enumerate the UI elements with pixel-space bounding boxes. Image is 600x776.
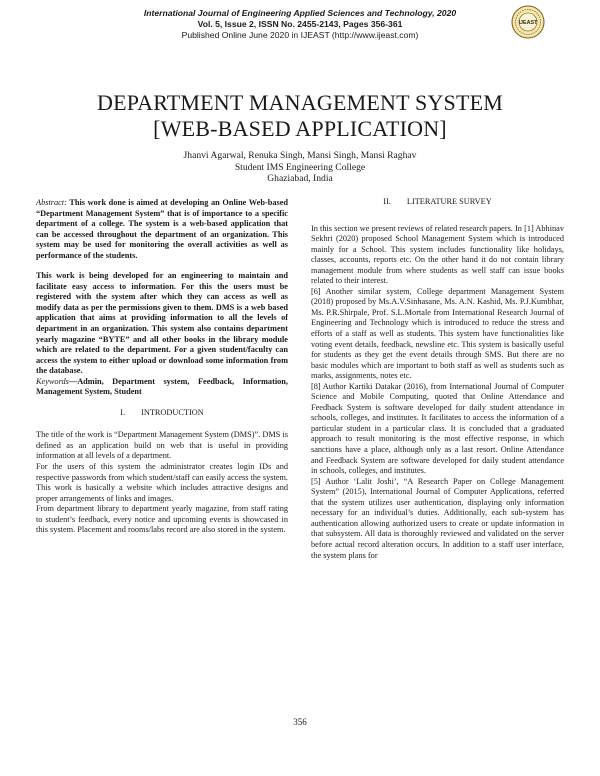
- journal-volume: Vol. 5, Issue 2, ISSN No. 2455-2143, Pages 356-361: [197, 19, 403, 29]
- abstract-text-1: This work done is aimed at developing an Online Web-based “Department Management System” that is of importance to a specific department of a college. The system is a web-based application that can be accessed throughout the department of an organization. This system may be used for monitoring the overall activities as well as performance of the students.: [36, 198, 288, 260]
- intro-para-1: The title of the work is “Department Management System (DMS)”. DMS is defined as an application build on web that is useful in providing information at all levels of a department.: [36, 430, 288, 461]
- journal-logo: [511, 5, 545, 39]
- journal-header: [0, 8, 600, 41]
- section-heading-introduction: [36, 408, 288, 419]
- lit-para-3: [5] Author ‘Lalit Joshi’, “A Research Paper on College Management System” (2015), International Journal of Computer Applications, referred that the system utilizes user authentication, displaying only information necessary for an individual’s duties. Additionally, each sub-system has authentication allowing authorized users to create or update information in that subsystem. All data is thoroughly reviewed and validated on the server before actual record alteration occurs. In addition to a staff user interface, the system plans for: [311, 476, 564, 560]
- section-heading-literature: [311, 197, 564, 208]
- author-institution: Student IMS Engineering College: [234, 161, 366, 173]
- logo-text: IJEAST: [518, 20, 538, 26]
- section-title: INTRODUCTION: [141, 407, 204, 417]
- abstract-para-2: This work is being developed for an engineering to maintain and facilitate easy access to information. For this the users must be registered with the system after which they can access as well as modify data as per the permissions given to them. DMS is a web based application that aims at providing information to all the levels of department in an organization. This system also contains department yearly magazine “BYTE” and all other books in the library module which are related to the department. For a given student/faculty can access the system to either upload or download some information from the database.: [36, 271, 288, 376]
- title-line-2: [WEB-BASED APPLICATION]: [153, 116, 447, 141]
- left-column: [36, 198, 288, 536]
- title-line-1: DEPARTMENT MANAGEMENT SYSTEM: [96, 90, 504, 115]
- right-column: [311, 197, 564, 561]
- intro-para-2: For the users of this system the administrator creates login IDs and respective passwords from which student/staff can easily access the system. This work is basically a website which includes attractive designs and proper arrangements of links and images.: [36, 462, 288, 503]
- section-number: II.: [383, 197, 391, 206]
- section-title: LITERATURE SURVEY: [406, 197, 492, 206]
- keywords-text: —Admin, Department system, Feedback, Information, Management System, Student: [36, 376, 288, 397]
- abstract-para-1: [36, 198, 288, 261]
- lit-para-0: In this section we present reviews of related research papers. In [1] Abhinav Sekhri (2020) proposed School Management System which is introduced mainly for a School. This system includes functionality like holidays, classes, accounts, reports etc. On the other hand it do not contain library management module from where students as well staff can issue books related to their interest.: [311, 223, 564, 286]
- section-number: I.: [120, 407, 126, 417]
- intro-para-3: From department library to department yearly magazine, from staff rating to student’s feedback, every notice and upcoming events is showcased in this system. Placement and rooms/labs record are also stored in the system.: [36, 504, 288, 535]
- journal-name: International Journal of Engineering Applied Sciences and Technology, 2020: [143, 8, 457, 18]
- page-number: 356: [293, 717, 307, 727]
- abstract-label: Abstract:: [36, 198, 67, 207]
- author-location: Ghaziabad, India: [267, 173, 333, 184]
- lit-para-2: [8] Author Kartiki Datakar (2016), from International Journal of Computer Science and Mobile Computing, quoted that Online Attendance and Feedback System is software developed for daily student attendance in schools, colleges, and institutes. It facilitates to access the information of a particular student in a particular class. It is concluded that a graduated approach to result monitoring is the most effective response, in which sanctions have a place, although only as a last resort. Online Attendance and Feedback System are software developed for daily student attendance in schools, colleges, and institutes.: [311, 381, 564, 476]
- paper-title: [0, 90, 600, 142]
- author-names: Jhanvi Agarwal, Renuka Singh, Mansi Singh, Mansi Raghav: [183, 150, 417, 161]
- journal-published: Published Online June 2020 in IJEAST (http://www.ijeast.com): [181, 30, 419, 40]
- keywords: [36, 377, 288, 398]
- lit-para-1: [6] Another similar system, College department Management System (2018) proposed by Ms.A.V.Sinhasane, Ms. A.N. Kashid, Ms. P.J.Kumbhar, Ms. P.R.Shirpale, Prof. S.L.Mortale from International Research Journal of Engineering and Technology which is introduced to reduce the stress and efforts of a staff as well as students. This system have functionalities like voting event details, feedback, newsline etc. This system is basically useful for students as they get the event details through SMS. But there are no basic modules which are important to both staff as well as students such as marks, assignments, notes etc.: [311, 286, 564, 381]
- keywords-label: Keywords: [36, 376, 69, 386]
- author-block: [0, 150, 600, 185]
